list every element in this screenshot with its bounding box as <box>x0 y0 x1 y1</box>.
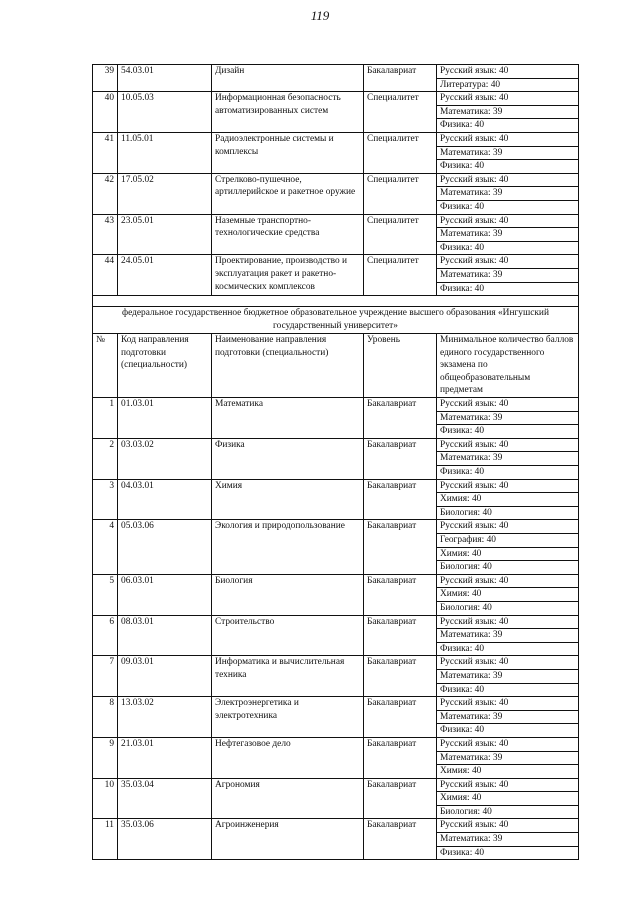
row-code: 13.03.02 <box>118 697 212 738</box>
row-number: 43 <box>93 214 118 255</box>
row-level: Специалитет <box>364 255 437 296</box>
row-subject-score: Русский язык: 40 <box>437 656 579 670</box>
header-level: Уровень <box>364 334 437 398</box>
row-subject-score: Биология: 40 <box>437 601 579 615</box>
row-subject-score: Русский язык: 40 <box>437 65 579 79</box>
row-code: 35.03.06 <box>118 819 212 860</box>
row-program-name: Химия <box>212 479 364 520</box>
header-code: Код направления подготовки (специальности) <box>118 334 212 398</box>
row-level: Специалитет <box>364 92 437 133</box>
row-level: Бакалавриат <box>364 438 437 479</box>
blank-row <box>93 296 579 307</box>
row-subject-score: Химия: 40 <box>437 493 579 507</box>
row-program-name: Информационная безопасность автоматизированных систем <box>212 92 364 133</box>
row-level: Бакалавриат <box>364 778 437 819</box>
row-program-name: Электроэнергетика и электротехника <box>212 697 364 738</box>
row-subject-score: Математика: 39 <box>437 669 579 683</box>
row-program-name: Информатика и вычислительная техника <box>212 656 364 697</box>
row-subject-score: Биология: 40 <box>437 805 579 819</box>
row-program-name: Стрелково-пушечное, артиллерийское и ракетное оружие <box>212 173 364 214</box>
row-subject-score: География: 40 <box>437 534 579 548</box>
row-number: 9 <box>93 737 118 778</box>
row-level: Бакалавриат <box>364 737 437 778</box>
row-program-name: Экология и природопользование <box>212 520 364 574</box>
row-code: 05.03.06 <box>118 520 212 574</box>
row-number: 7 <box>93 656 118 697</box>
table-row <box>93 819 579 833</box>
row-subject-score: Физика: 40 <box>437 119 579 133</box>
row-subject-score: Русский язык: 40 <box>437 173 579 187</box>
row-subject-score: Биология: 40 <box>437 506 579 520</box>
table-row <box>93 173 579 187</box>
row-number: 8 <box>93 697 118 738</box>
row-subject-score: Русский язык: 40 <box>437 574 579 588</box>
row-code: 23.05.01 <box>118 214 212 255</box>
row-program-name: Дизайн <box>212 65 364 92</box>
admission-table <box>92 64 579 860</box>
row-subject-score: Физика: 40 <box>437 425 579 439</box>
row-level: Бакалавриат <box>364 615 437 656</box>
row-level: Специалитет <box>364 173 437 214</box>
row-subject-score: Физика: 40 <box>437 160 579 174</box>
header-name: Наименование направления подготовки (специальности) <box>212 334 364 398</box>
row-code: 21.03.01 <box>118 737 212 778</box>
row-code: 11.05.01 <box>118 132 212 173</box>
row-program-name: Строительство <box>212 615 364 656</box>
row-code: 09.03.01 <box>118 656 212 697</box>
row-program-name: Наземные транспортно-технологические средства <box>212 214 364 255</box>
row-program-name: Биология <box>212 574 364 615</box>
row-program-name: Агроинженерия <box>212 819 364 860</box>
table-header <box>93 334 579 398</box>
row-subject-score: Русский язык: 40 <box>437 697 579 711</box>
row-level: Специалитет <box>364 132 437 173</box>
row-subject-score: Математика: 39 <box>437 268 579 282</box>
row-code: 24.05.01 <box>118 255 212 296</box>
row-subject-score: Математика: 39 <box>437 411 579 425</box>
table-row <box>93 255 579 269</box>
row-code: 54.03.01 <box>118 65 212 92</box>
table-row <box>93 656 579 670</box>
section-1-rows <box>93 65 579 296</box>
row-subject-score: Физика: 40 <box>437 200 579 214</box>
row-subject-score: Математика: 39 <box>437 710 579 724</box>
table-row <box>93 398 579 412</box>
table-row <box>93 778 579 792</box>
row-code: 10.05.03 <box>118 92 212 133</box>
row-subject-score: Математика: 39 <box>437 146 579 160</box>
row-level: Бакалавриат <box>364 520 437 574</box>
row-program-name: Агрономия <box>212 778 364 819</box>
row-number: 4 <box>93 520 118 574</box>
row-subject-score: Математика: 39 <box>437 751 579 765</box>
table-row <box>93 574 579 588</box>
table-row <box>93 65 579 79</box>
row-number: 41 <box>93 132 118 173</box>
separator <box>93 296 579 307</box>
institution-block <box>93 307 579 334</box>
header-subjects: Минимальное количество баллов единого государственного экзамена по общеобразовательным предметам <box>437 334 579 398</box>
table-row <box>93 438 579 452</box>
row-subject-score: Физика: 40 <box>437 724 579 738</box>
row-subject-score: Химия: 40 <box>437 588 579 602</box>
section-2-rows <box>93 398 579 860</box>
row-number: 44 <box>93 255 118 296</box>
row-subject-score: Русский язык: 40 <box>437 398 579 412</box>
row-subject-score: Биология: 40 <box>437 561 579 575</box>
row-subject-score: Русский язык: 40 <box>437 479 579 493</box>
row-number: 40 <box>93 92 118 133</box>
row-subject-score: Физика: 40 <box>437 241 579 255</box>
row-subject-score: Математика: 39 <box>437 228 579 242</box>
row-code: 35.03.04 <box>118 778 212 819</box>
row-number: 1 <box>93 398 118 439</box>
row-number: 3 <box>93 479 118 520</box>
row-subject-score: Химия: 40 <box>437 792 579 806</box>
row-level: Бакалавриат <box>364 398 437 439</box>
row-code: 03.03.02 <box>118 438 212 479</box>
row-subject-score: Физика: 40 <box>437 683 579 697</box>
row-subject-score: Химия: 40 <box>437 765 579 779</box>
row-subject-score: Физика: 40 <box>437 642 579 656</box>
row-subject-score: Русский язык: 40 <box>437 520 579 534</box>
row-subject-score: Литература: 40 <box>437 78 579 92</box>
row-subject-score: Русский язык: 40 <box>437 92 579 106</box>
table-row <box>93 615 579 629</box>
row-code: 17.05.02 <box>118 173 212 214</box>
table-row <box>93 520 579 534</box>
row-subject-score: Русский язык: 40 <box>437 214 579 228</box>
row-subject-score: Физика: 40 <box>437 466 579 480</box>
row-code: 04.03.01 <box>118 479 212 520</box>
row-program-name: Физика <box>212 438 364 479</box>
row-level: Бакалавриат <box>364 479 437 520</box>
row-subject-score: Русский язык: 40 <box>437 132 579 146</box>
page-number: 119 <box>310 8 330 23</box>
table-row <box>93 214 579 228</box>
row-level: Бакалавриат <box>364 819 437 860</box>
row-number: 5 <box>93 574 118 615</box>
row-subject-score: Русский язык: 40 <box>437 819 579 833</box>
row-subject-score: Физика: 40 <box>437 282 579 296</box>
row-program-name: Математика <box>212 398 364 439</box>
row-subject-score: Химия: 40 <box>437 547 579 561</box>
row-subject-score: Математика: 39 <box>437 452 579 466</box>
row-number: 2 <box>93 438 118 479</box>
table-row <box>93 92 579 106</box>
row-level: Бакалавриат <box>364 697 437 738</box>
row-number: 6 <box>93 615 118 656</box>
row-number: 11 <box>93 819 118 860</box>
header-num: № <box>93 334 118 398</box>
row-subject-score: Математика: 39 <box>437 187 579 201</box>
row-level: Специалитет <box>364 214 437 255</box>
row-program-name: Радиоэлектронные системы и комплексы <box>212 132 364 173</box>
row-number: 39 <box>93 65 118 92</box>
table-row <box>93 697 579 711</box>
row-program-name: Нефтегазовое дело <box>212 737 364 778</box>
institution-name: федеральное государственное бюджетное образовательное учреждение высшего образования «Ингушский государственный университет» <box>93 307 579 334</box>
row-subject-score: Физика: 40 <box>437 846 579 860</box>
row-level: Бакалавриат <box>364 574 437 615</box>
row-program-name: Проектирование, производство и эксплуатация ракет и ракетно-космических комплексов <box>212 255 364 296</box>
row-subject-score: Математика: 39 <box>437 629 579 643</box>
row-number: 42 <box>93 173 118 214</box>
row-subject-score: Русский язык: 40 <box>437 737 579 751</box>
row-subject-score: Русский язык: 40 <box>437 438 579 452</box>
row-subject-score: Русский язык: 40 <box>437 615 579 629</box>
row-subject-score: Математика: 39 <box>437 105 579 119</box>
table-row <box>93 479 579 493</box>
row-level: Бакалавриат <box>364 656 437 697</box>
row-number: 10 <box>93 778 118 819</box>
table-row <box>93 132 579 146</box>
row-code: 06.03.01 <box>118 574 212 615</box>
row-subject-score: Русский язык: 40 <box>437 255 579 269</box>
row-code: 01.03.01 <box>118 398 212 439</box>
row-subject-score: Математика: 39 <box>437 833 579 847</box>
row-level: Бакалавриат <box>364 65 437 92</box>
table-row <box>93 737 579 751</box>
row-code: 08.03.01 <box>118 615 212 656</box>
row-subject-score: Русский язык: 40 <box>437 778 579 792</box>
